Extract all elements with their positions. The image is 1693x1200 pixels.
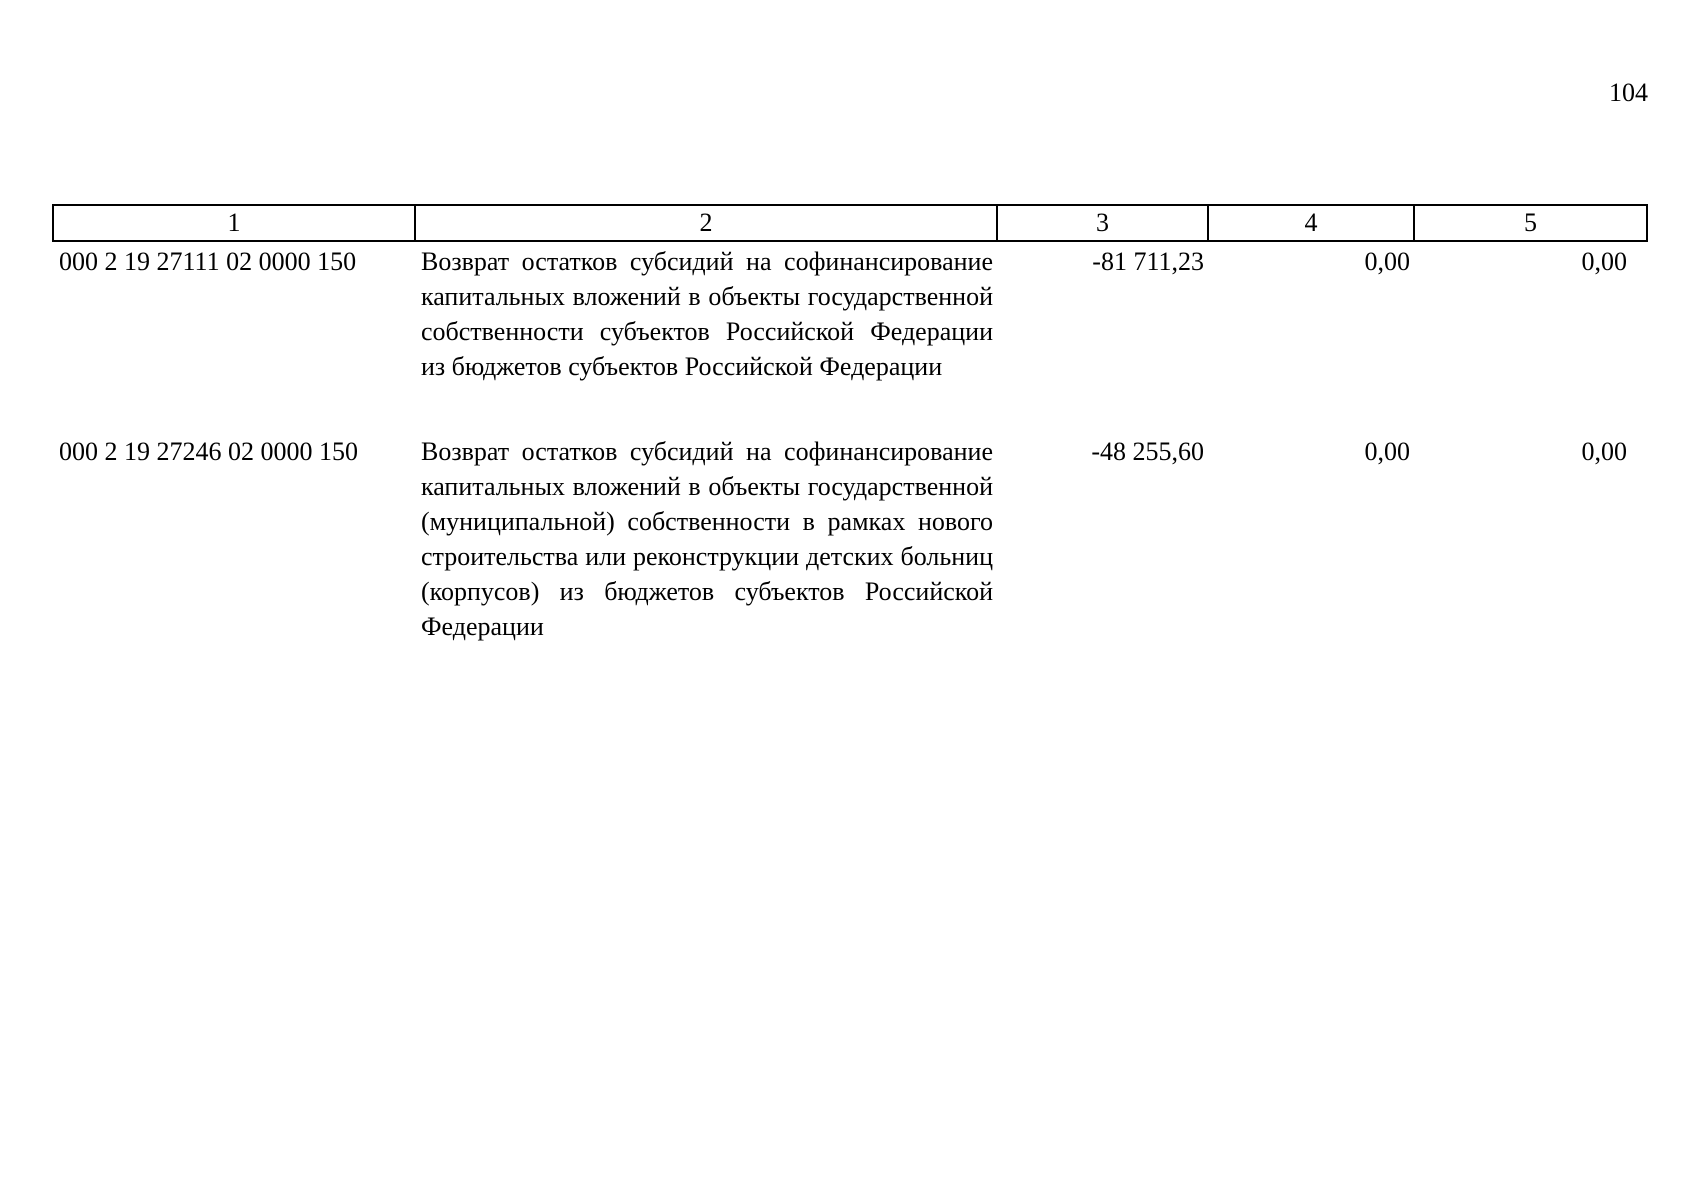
amount-col5: 0,00 bbox=[1581, 247, 1627, 276]
column-header-5: 5 bbox=[1414, 205, 1647, 241]
column-header-1: 1 bbox=[53, 205, 415, 241]
column-header-2: 2 bbox=[415, 205, 997, 241]
page-number: 104 bbox=[1609, 78, 1648, 107]
amount-col3: -81 711,23 bbox=[1092, 247, 1204, 276]
budget-table bbox=[52, 204, 1648, 694]
amount-col4: 0,00 bbox=[1364, 247, 1410, 276]
budget-code: 000 2 19 27246 02 0000 150 bbox=[59, 437, 358, 466]
table-row bbox=[53, 241, 1647, 434]
column-header-4: 4 bbox=[1208, 205, 1414, 241]
table-header-row bbox=[53, 205, 1647, 241]
table-row bbox=[53, 434, 1647, 694]
amount-col5: 0,00 bbox=[1581, 437, 1627, 466]
item-description: Возврат остатков субсидий на софинансирование капитальных вложений в объекты государственной собственности субъектов Российской Федерации из бюджетов субъектов Российской Федерации bbox=[421, 247, 993, 381]
amount-col3: -48 255,60 bbox=[1091, 437, 1204, 466]
column-header-3: 3 bbox=[997, 205, 1208, 241]
budget-code: 000 2 19 27111 02 0000 150 bbox=[59, 247, 357, 276]
amount-col4: 0,00 bbox=[1364, 437, 1410, 466]
item-description: Возврат остатков субсидий на софинансирование капитальных вложений в объекты государственной (муниципальной) собственности в рамках нового строительства или реконструкции детских больниц (корпусов) из бюджетов субъектов Российской Федерации bbox=[421, 437, 993, 641]
